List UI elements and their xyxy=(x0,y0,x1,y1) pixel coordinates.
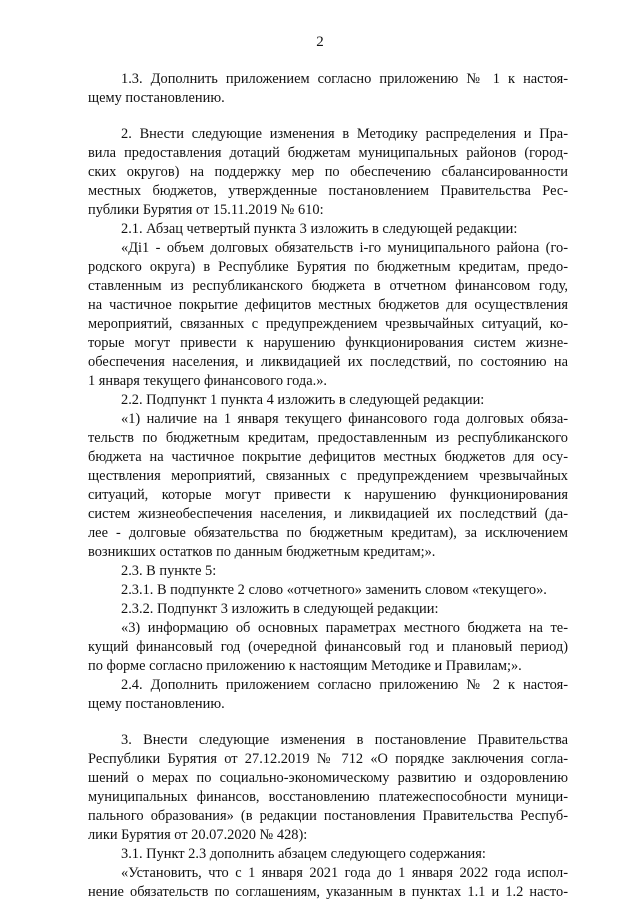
text-line: «1) наличие на 1 января текущего финансового года долговых обяза- xyxy=(121,411,568,427)
page-number: 2 xyxy=(316,34,324,50)
text-line: «3) информацию об основных параметрах местного бюджета на те- xyxy=(121,620,568,636)
text-line: местных бюджетов, утвержденные постановлением Правительства Рес- xyxy=(88,183,568,199)
text-line: 3. Внести следующие изменения в постановление Правительства xyxy=(121,732,568,748)
text-line: щему постановлению. xyxy=(88,696,225,712)
text-line: систем жизнеобеспечения населения, и ликвидацией их последствий (да- xyxy=(88,506,568,522)
text-line: возникших остатков по данным бюджетным кредитам;». xyxy=(88,544,436,560)
text-line: лики Бурятия от 20.07.2020 № 428): xyxy=(88,827,308,843)
text-line: «Установить, что с 1 января 2021 года до 1 января 2022 года испол- xyxy=(121,865,568,881)
text-line: ставленным из республиканского бюджета в отчетном финансовом году, xyxy=(88,278,568,294)
text-line: вила предоставления дотаций бюджетам муниципальных районов (город- xyxy=(88,145,568,161)
text-line: лее - долговые обязательства по бюджетным кредитам), за исключением xyxy=(88,525,568,541)
text-line: бюджета на частичное покрытие дефицитов местных бюджетов для осу- xyxy=(88,449,568,465)
text-line: ских округов) на поддержку мер по обеспечению сбалансированности xyxy=(88,164,568,180)
text-line: обеспечения населения, и ликвидацией их последствий, по состоянию на xyxy=(88,354,568,370)
text-line: родского округа) в Республике Бурятия по бюджетным кредитам, предо- xyxy=(88,259,568,275)
text-line: мероприятий, связанных с предупреждением чрезвычайных ситуаций, ко- xyxy=(88,316,568,332)
text-line: на частичное покрытие дефицитов местных бюджетов для осуществления xyxy=(88,297,568,313)
text-line: кущий финансовый год (очередной финансовый год и плановый период) xyxy=(88,639,568,655)
text-line: 2.3.1. В подпункте 2 слово «отчетного» заменить словом «текущего». xyxy=(121,582,547,598)
text-line: «Дi1 - объем долговых обязательств i-го муниципального района (го- xyxy=(121,240,568,256)
text-line: торые могут привести к нарушению функционирования систем жизне- xyxy=(88,335,568,351)
text-line: 2.1. Абзац четвертый пункта 3 изложить в следующей редакции: xyxy=(121,221,518,237)
text-line: тельств по бюджетным кредитам, предоставленным из республиканского xyxy=(88,430,568,446)
text-line: 2. Внести следующие изменения в Методику распределения и Пра- xyxy=(121,126,568,142)
text-line: пального образования» (в редакции постановления Правительства Респуб- xyxy=(88,808,568,824)
paragraph-gap xyxy=(88,714,568,731)
text-line: муниципальных финансов, восстановлению платежеспособности муници- xyxy=(88,789,568,805)
document-body xyxy=(88,70,568,902)
text-line: 2.3. В пункте 5: xyxy=(121,563,217,579)
paragraph-gap xyxy=(88,108,568,125)
text-line: 3.1. Пункт 2.3 дополнить абзацем следующего содержания: xyxy=(121,846,486,862)
text-line: Республики Бурятия от 27.12.2019 № 712 «О порядке заключения согла- xyxy=(88,751,568,767)
text-line: по форме согласно приложению к настоящим Методике и Правилам;». xyxy=(88,658,522,674)
text-line: 2.2. Подпункт 1 пункта 4 изложить в следующей редакции: xyxy=(121,392,485,408)
text-line: 2.4. Дополнить приложением согласно приложению № 2 к настоя- xyxy=(121,677,568,693)
text-line: публики Бурятия от 15.11.2019 № 610: xyxy=(88,202,324,218)
text-line: ществления мероприятий, связанных с предупреждением чрезвычайных xyxy=(88,468,568,484)
text-line: ситуаций, которые могут привести к нарушению функционирования xyxy=(88,487,568,503)
text-line: 1.3. Дополнить приложением согласно приложению № 1 к настоя- xyxy=(121,71,568,87)
text-line: щему постановлению. xyxy=(88,90,225,106)
text-line: 1 января текущего финансового года.». xyxy=(88,373,328,389)
text-line: 2.3.2. Подпункт 3 изложить в следующей редакции: xyxy=(121,601,439,617)
text-line: шений о мерах по социально-экономическому развитию и оздоровлению xyxy=(88,770,568,786)
text-line: нение обязательств по соглашениям, указанным в пунктах 1.1 и 1.2 насто- xyxy=(88,884,568,900)
